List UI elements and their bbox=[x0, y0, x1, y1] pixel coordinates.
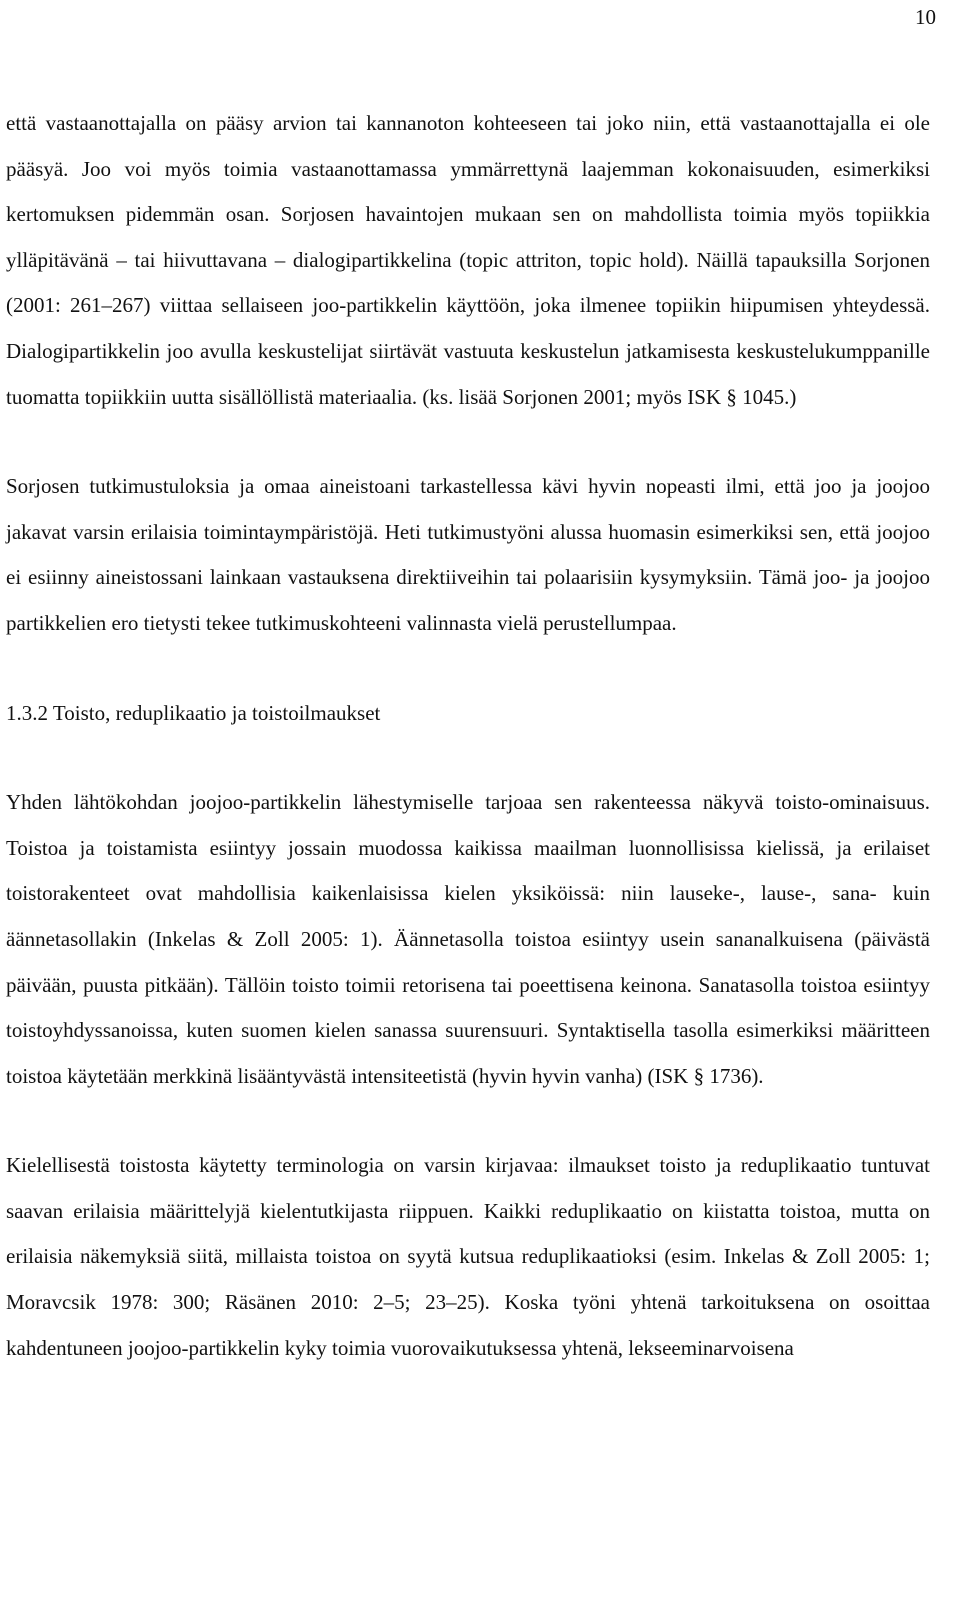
paragraph-1: että vastaanottajalla on pääsy arvion tai kannanoton kohteeseen tai joko niin, että vastaanottajalla ei ole pääsyä. Joo voi myös toimia vastaanottamassa ymmärrettynä laajemman kokonaisuuden, esimerkiksi kertomuksen pidemmän osan. Sorjosen havaintojen mukaan sen on mahdollista toimia myös topiikkia ylläpitävänä – tai hiivuttavana – dialogipartikkelina (topic attriton, topic hold). Näillä tapauksilla Sorjonen (2001: 261–267) viittaa sellaiseen joo-partikkelin käyttöön, joka ilmenee topiikin hiipumisen yhteydessä. Dialogipartikkelin joo avulla keskustelijat siirtävät vastuuta keskustelun jatkamisesta keskustelukumppanille tuomatta topiikkiin uutta sisällöllistä materiaalia. (ks. lisää Sorjonen 2001; myös ISK § 1045.) bbox=[6, 111, 930, 409]
paragraph-gap bbox=[6, 420, 930, 464]
section-heading: 1.3.2 Toisto, reduplikaatio ja toistoilmaukset bbox=[6, 700, 381, 725]
heading-gap bbox=[6, 736, 930, 780]
page-number: 10 bbox=[915, 5, 936, 29]
paragraph-4: Kielellisestä toistosta käytetty terminologia on varsin kirjavaa: ilmaukset toisto ja reduplikaatio tuntuvat saavan erilaisia määrittelyjä kielentutkijasta riippuen. Kaikki reduplikaatio on kiistatta toistoa, mutta on erilaisia näkemyksiä siitä, millaista toistoa on syytä kutsua reduplikaatioksi (esim. Inkelas & Zoll 2005: 1; Moravcsik 1978: 300; Räsänen 2010: 2–5; 23–25). Koska työni yhtenä tarkoituksena on osoittaa kahdentuneen joojoo-partikkelin kyky toimia vuorovaikutuksessa yhtenä, lekseeminarvoisena bbox=[6, 1153, 930, 1360]
paragraph-gap bbox=[6, 647, 930, 691]
paragraph-3: Yhden lähtökohdan joojoo-partikkelin lähestymiselle tarjoaa sen rakenteessa näkyvä toisto-ominaisuus. Toistoa ja toistamista esiintyy jossain muodossa kaikissa maailman luonnollisissa kielissä, ja erilaiset toistorakenteet ovat mahdollisia kaikenlaisissa kielen yksiköissä: niin lauseke-, lause-, sana- kuin äännetasollakin (Inkelas & Zoll 2005: 1). Äännetasolla toistoa esiintyy usein sananalkuisena (päivästä päivään, puusta pitkään). Tällöin toisto toimii retorisena tai poeettisena keinona. Sanatasolla toistoa esiintyy toistoyhdyssanoissa, kuten suomen kielen sanassa suurensuuri. Syntaktisella tasolla esimerkiksi määritteen toistoa käytetään merkkinä lisääntyvästä intensiteetistä (hyvin hyvin vanha) (ISK § 1736). bbox=[6, 790, 930, 1088]
page-body bbox=[6, 101, 930, 1371]
paragraph-2: Sorjosen tutkimustuloksia ja omaa aineistoani tarkastellessa kävi hyvin nopeasti ilmi, että joo ja joojoo jakavat varsin erilaisia toimintaympäristöjä. Heti tutkimustyöni alussa huomasin esimerkiksi sen, että joojoo ei esiinny aineistossani lainkaan vastauksena direktiiveihin tai polaarisiin kysymyksiin. Tämä joo- ja joojoo partikkelien ero tietysti tekee tutkimuskohteeni valinnasta vielä perustellumpaa. bbox=[6, 474, 930, 635]
paragraph-gap bbox=[6, 1099, 930, 1143]
